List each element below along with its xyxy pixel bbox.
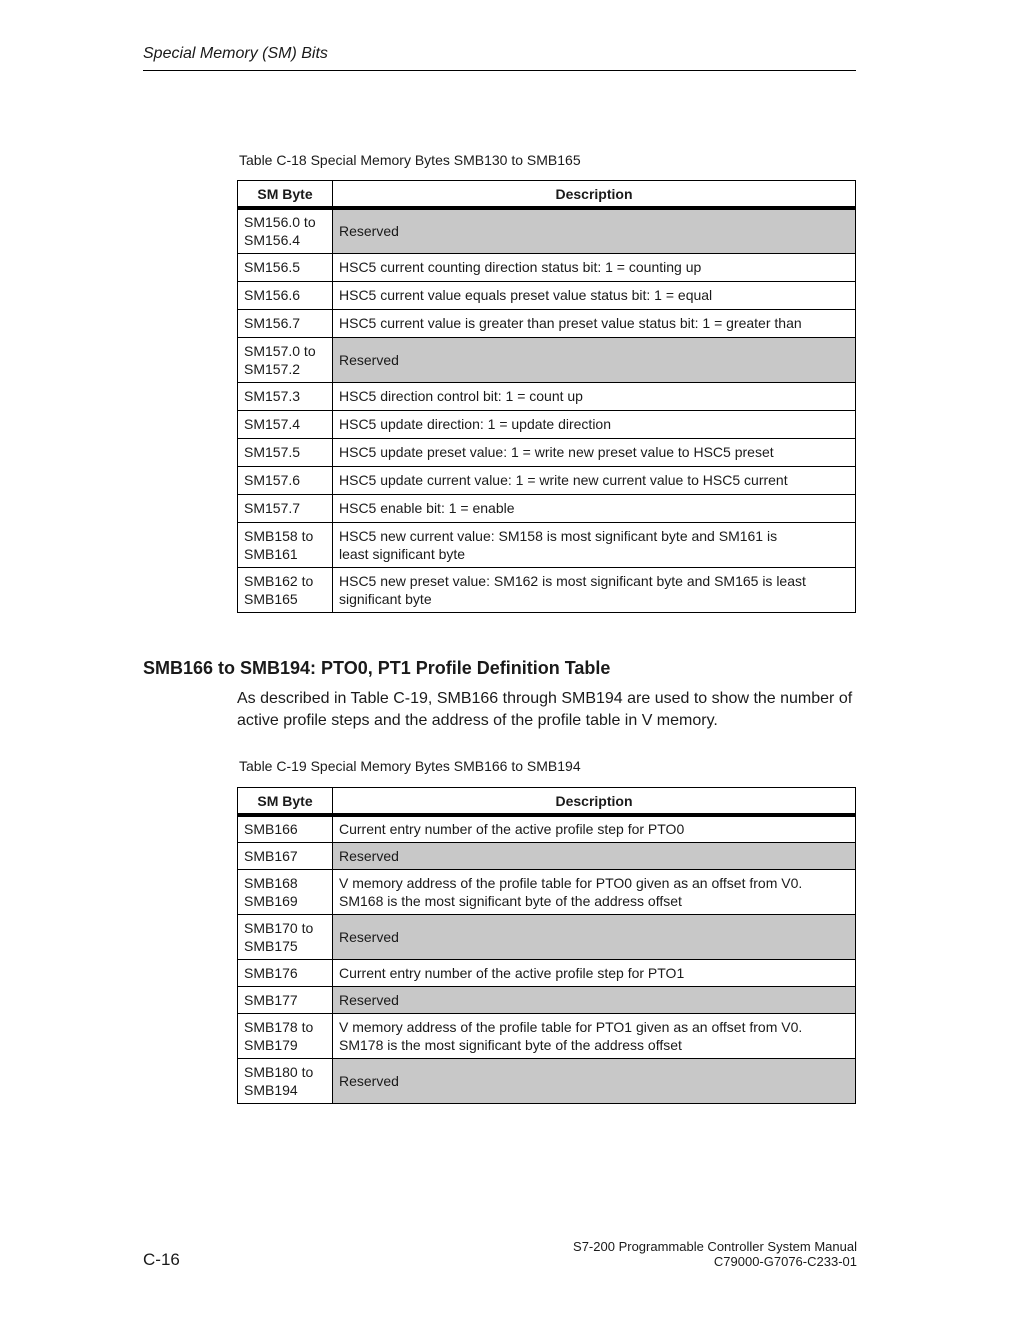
column-header-description: Description	[333, 788, 856, 816]
table-row	[238, 959, 856, 986]
manual-title: S7-200 Programmable Controller System Manual	[573, 1239, 857, 1254]
sm-byte-cell: SM156.5	[238, 253, 333, 281]
description-cell: Reserved	[333, 842, 856, 869]
table-row	[238, 208, 856, 253]
document-code: C79000-G7076-C233-01	[713, 1254, 857, 1269]
sm-byte-cell: SM157.3	[238, 382, 333, 410]
description-cell: Current entry number of the active profile step for PTO1	[333, 959, 856, 986]
sm-byte-cell: SMB177	[238, 986, 333, 1013]
table-row	[238, 382, 856, 410]
sm-byte-cell: SM156.7	[238, 309, 333, 337]
description-cell: Reserved	[333, 337, 856, 382]
table-row	[238, 466, 856, 494]
table-row	[238, 869, 856, 914]
description-cell: HSC5 current value equals preset value status bit: 1 = equal	[333, 281, 856, 309]
table-c18-caption: Table C-18 Special Memory Bytes SMB130 to SMB165	[239, 152, 581, 168]
description-cell: Reserved	[333, 986, 856, 1013]
table-c18	[237, 180, 856, 613]
sm-byte-cell: SM156.6	[238, 281, 333, 309]
table-row	[238, 438, 856, 466]
table-c19-caption: Table C-19 Special Memory Bytes SMB166 to SMB194	[239, 758, 581, 774]
description-cell: HSC5 current counting direction status bit: 1 = counting up	[333, 253, 856, 281]
sm-byte-cell: SM157.4	[238, 410, 333, 438]
table-row	[238, 842, 856, 869]
description-cell: HSC5 direction control bit: 1 = count up	[333, 382, 856, 410]
description-cell: V memory address of the profile table for PTO1 given as an offset from V0. SM178 is the most significant byte of the address offset	[333, 1013, 856, 1058]
table-row	[238, 410, 856, 438]
sm-byte-cell: SMB162 to SMB165	[238, 567, 333, 612]
description-cell: HSC5 update direction: 1 = update direction	[333, 410, 856, 438]
running-head: Special Memory (SM) Bits	[143, 44, 856, 71]
description-cell: Current entry number of the active profile step for PTO0	[333, 815, 856, 842]
sm-byte-cell: SM157.7	[238, 494, 333, 522]
table-row	[238, 1013, 856, 1058]
section-heading: SMB166 to SMB194: PTO0, PT1 Profile Definition Table	[143, 658, 611, 678]
description-cell: HSC5 new current value: SM158 is most significant byte and SM161 is least significant byte	[333, 522, 856, 567]
column-header-sm-byte: SM Byte	[238, 181, 333, 209]
description-cell: HSC5 new preset value: SM162 is most significant byte and SM165 is least significant byte	[333, 567, 856, 612]
description-cell: Reserved	[333, 208, 856, 253]
table-row	[238, 986, 856, 1013]
sm-byte-cell: SM157.6	[238, 466, 333, 494]
sm-byte-cell: SM157.5	[238, 438, 333, 466]
description-cell: Reserved	[333, 1058, 856, 1103]
table-row	[238, 914, 856, 959]
table-row	[238, 253, 856, 281]
sm-byte-cell: SM156.0 to SM156.4	[238, 208, 333, 253]
table-row	[238, 567, 856, 612]
description-cell: HSC5 update current value: 1 = write new current value to HSC5 current	[333, 466, 856, 494]
table-row	[238, 281, 856, 309]
sm-byte-cell: SMB178 to SMB179	[238, 1013, 333, 1058]
table-row	[238, 522, 856, 567]
column-header-sm-byte: SM Byte	[238, 788, 333, 816]
section-body-text: As described in Table C-19, SMB166 through SMB194 are used to show the number of active profile steps and the address of the profile table in V memory.	[237, 690, 853, 729]
sm-byte-cell: SMB168 SMB169	[238, 869, 333, 914]
sm-byte-cell: SMB180 to SMB194	[238, 1058, 333, 1103]
table-row	[238, 815, 856, 842]
table-row	[238, 309, 856, 337]
sm-byte-cell: SMB170 to SMB175	[238, 914, 333, 959]
description-cell: HSC5 enable bit: 1 = enable	[333, 494, 856, 522]
page-number: C-16	[143, 1250, 180, 1269]
table-c19	[237, 787, 856, 1104]
description-cell: HSC5 current value is greater than preset value status bit: 1 = greater than	[333, 309, 856, 337]
description-cell: V memory address of the profile table for PTO0 given as an offset from V0. SM168 is the most significant byte of the address offset	[333, 869, 856, 914]
table-row	[238, 494, 856, 522]
sm-byte-cell: SM157.0 to SM157.2	[238, 337, 333, 382]
sm-byte-cell: SMB167	[238, 842, 333, 869]
description-cell: Reserved	[333, 914, 856, 959]
sm-byte-cell: SMB166	[238, 815, 333, 842]
table-row	[238, 1058, 856, 1103]
column-header-description: Description	[333, 181, 856, 209]
table-row	[238, 337, 856, 382]
sm-byte-cell: SMB176	[238, 959, 333, 986]
sm-byte-cell: SMB158 to SMB161	[238, 522, 333, 567]
footer-manual-info	[573, 1239, 857, 1269]
description-cell: HSC5 update preset value: 1 = write new preset value to HSC5 preset	[333, 438, 856, 466]
